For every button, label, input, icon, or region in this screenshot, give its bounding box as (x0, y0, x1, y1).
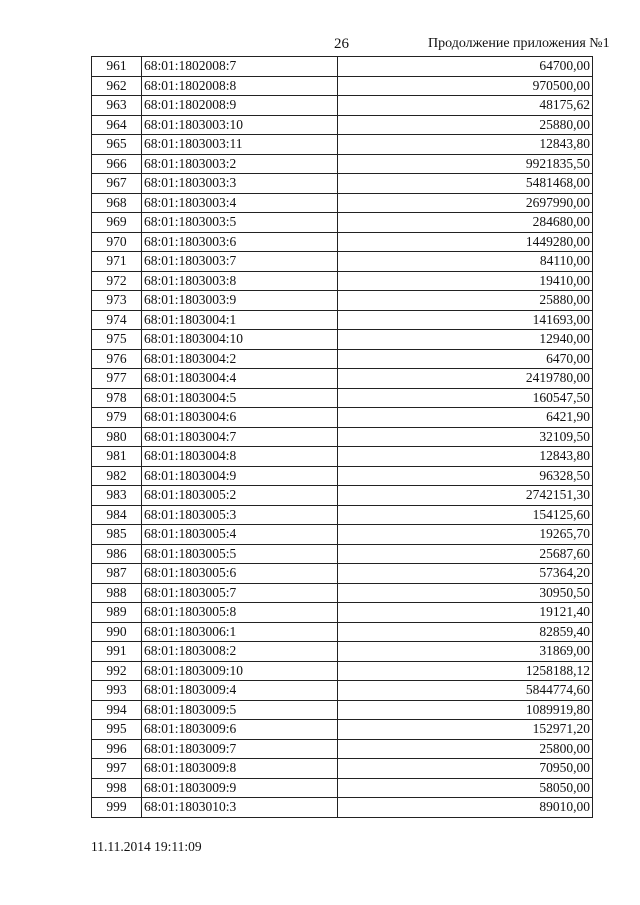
amount-cell: 6470,00 (338, 349, 593, 369)
table-row (92, 96, 593, 116)
row-number-cell: 974 (92, 310, 142, 330)
amount-cell: 5481468,00 (338, 174, 593, 194)
table-row (92, 369, 593, 389)
row-number-cell: 989 (92, 603, 142, 623)
row-number-cell: 988 (92, 583, 142, 603)
table-row (92, 271, 593, 291)
row-number-cell: 985 (92, 525, 142, 545)
amount-cell: 70950,00 (338, 759, 593, 779)
table-row (92, 408, 593, 428)
row-number-cell: 964 (92, 115, 142, 135)
table-row (92, 603, 593, 623)
table-row (92, 193, 593, 213)
cadastral-number-cell: 68:01:1803005:7 (142, 583, 338, 603)
table-row (92, 115, 593, 135)
table-row (92, 291, 593, 311)
amount-cell: 19121,40 (338, 603, 593, 623)
table-row (92, 622, 593, 642)
amount-cell: 1258188,12 (338, 661, 593, 681)
amount-cell: 96328,50 (338, 466, 593, 486)
table-row (92, 252, 593, 272)
row-number-cell: 973 (92, 291, 142, 311)
cadastral-number-cell: 68:01:1803009:10 (142, 661, 338, 681)
cadastral-number-cell: 68:01:1803003:10 (142, 115, 338, 135)
amount-cell: 32109,50 (338, 427, 593, 447)
amount-cell: 160547,50 (338, 388, 593, 408)
table-row (92, 466, 593, 486)
cadastral-number-cell: 68:01:1803003:3 (142, 174, 338, 194)
amount-cell: 25800,00 (338, 739, 593, 759)
row-number-cell: 995 (92, 720, 142, 740)
amount-cell: 12940,00 (338, 330, 593, 350)
registry-table-body (92, 57, 593, 818)
table-row (92, 174, 593, 194)
row-number-cell: 991 (92, 642, 142, 662)
row-number-cell: 986 (92, 544, 142, 564)
table-row (92, 661, 593, 681)
amount-cell: 12843,80 (338, 135, 593, 155)
amount-cell: 57364,20 (338, 564, 593, 584)
cadastral-number-cell: 68:01:1803003:8 (142, 271, 338, 291)
amount-cell: 5844774,60 (338, 681, 593, 701)
table-row (92, 642, 593, 662)
cadastral-number-cell: 68:01:1803009:4 (142, 681, 338, 701)
print-timestamp: 11.11.2014 19:11:09 (91, 839, 202, 854)
cadastral-number-cell: 68:01:1803005:8 (142, 603, 338, 623)
row-number-cell: 961 (92, 57, 142, 77)
cadastral-number-cell: 68:01:1803005:6 (142, 564, 338, 584)
cadastral-number-cell: 68:01:1803004:9 (142, 466, 338, 486)
table-row (92, 388, 593, 408)
amount-cell: 152971,20 (338, 720, 593, 740)
cadastral-number-cell: 68:01:1803003:2 (142, 154, 338, 174)
amount-cell: 64700,00 (338, 57, 593, 77)
cadastral-number-cell: 68:01:1803003:4 (142, 193, 338, 213)
cadastral-number-cell: 68:01:1803009:7 (142, 739, 338, 759)
cadastral-number-cell: 68:01:1803009:5 (142, 700, 338, 720)
row-number-cell: 983 (92, 486, 142, 506)
table-row (92, 330, 593, 350)
row-number-cell: 997 (92, 759, 142, 779)
table-row (92, 135, 593, 155)
amount-cell: 31869,00 (338, 642, 593, 662)
amount-cell: 9921835,50 (338, 154, 593, 174)
cadastral-number-cell: 68:01:1803004:6 (142, 408, 338, 428)
row-number-cell: 996 (92, 739, 142, 759)
table-row (92, 76, 593, 96)
amount-cell: 19410,00 (338, 271, 593, 291)
page-number: 26 (334, 36, 349, 52)
row-number-cell: 994 (92, 700, 142, 720)
amount-cell: 154125,60 (338, 505, 593, 525)
amount-cell: 48175,62 (338, 96, 593, 116)
table-row (92, 798, 593, 818)
row-number-cell: 999 (92, 798, 142, 818)
amount-cell: 2419780,00 (338, 369, 593, 389)
cadastral-number-cell: 68:01:1803006:1 (142, 622, 338, 642)
table-row (92, 310, 593, 330)
row-number-cell: 976 (92, 349, 142, 369)
amount-cell: 1449280,00 (338, 232, 593, 252)
cadastral-number-cell: 68:01:1803003:7 (142, 252, 338, 272)
table-row (92, 232, 593, 252)
amount-cell: 12843,80 (338, 447, 593, 467)
row-number-cell: 992 (92, 661, 142, 681)
row-number-cell: 984 (92, 505, 142, 525)
table-row (92, 544, 593, 564)
amount-cell: 1089919,80 (338, 700, 593, 720)
table-row (92, 700, 593, 720)
row-number-cell: 982 (92, 466, 142, 486)
cadastral-number-cell: 68:01:1802008:9 (142, 96, 338, 116)
cadastral-number-cell: 68:01:1803003:6 (142, 232, 338, 252)
registry-table (91, 56, 593, 818)
table-row (92, 154, 593, 174)
row-number-cell: 978 (92, 388, 142, 408)
amount-cell: 25880,00 (338, 115, 593, 135)
cadastral-number-cell: 68:01:1803005:2 (142, 486, 338, 506)
table-row (92, 213, 593, 233)
cadastral-number-cell: 68:01:1803003:9 (142, 291, 338, 311)
row-number-cell: 971 (92, 252, 142, 272)
row-number-cell: 977 (92, 369, 142, 389)
cadastral-number-cell: 68:01:1803009:9 (142, 778, 338, 798)
row-number-cell: 968 (92, 193, 142, 213)
cadastral-number-cell: 68:01:1803004:10 (142, 330, 338, 350)
amount-cell: 58050,00 (338, 778, 593, 798)
table-row (92, 447, 593, 467)
appendix-label: Продолжение приложения №1 (428, 36, 610, 51)
table-row (92, 525, 593, 545)
table-row (92, 505, 593, 525)
cadastral-number-cell: 68:01:1803003:11 (142, 135, 338, 155)
amount-cell: 89010,00 (338, 798, 593, 818)
cadastral-number-cell: 68:01:1803004:1 (142, 310, 338, 330)
amount-cell: 6421,90 (338, 408, 593, 428)
table-row (92, 57, 593, 77)
row-number-cell: 998 (92, 778, 142, 798)
cadastral-number-cell: 68:01:1803003:5 (142, 213, 338, 233)
cadastral-number-cell: 68:01:1803005:3 (142, 505, 338, 525)
row-number-cell: 970 (92, 232, 142, 252)
cadastral-number-cell: 68:01:1803004:5 (142, 388, 338, 408)
row-number-cell: 966 (92, 154, 142, 174)
table-row (92, 486, 593, 506)
table-row (92, 583, 593, 603)
table-row (92, 427, 593, 447)
cadastral-number-cell: 68:01:1803008:2 (142, 642, 338, 662)
amount-cell: 2697990,00 (338, 193, 593, 213)
row-number-cell: 963 (92, 96, 142, 116)
amount-cell: 970500,00 (338, 76, 593, 96)
cadastral-number-cell: 68:01:1802008:8 (142, 76, 338, 96)
row-number-cell: 993 (92, 681, 142, 701)
table-row (92, 720, 593, 740)
row-number-cell: 980 (92, 427, 142, 447)
table-row (92, 349, 593, 369)
cadastral-number-cell: 68:01:1803009:6 (142, 720, 338, 740)
amount-cell: 30950,50 (338, 583, 593, 603)
cadastral-number-cell: 68:01:1803004:4 (142, 369, 338, 389)
amount-cell: 284680,00 (338, 213, 593, 233)
amount-cell: 25687,60 (338, 544, 593, 564)
row-number-cell: 975 (92, 330, 142, 350)
cadastral-number-cell: 68:01:1803009:8 (142, 759, 338, 779)
amount-cell: 82859,40 (338, 622, 593, 642)
table-row (92, 681, 593, 701)
table-row (92, 564, 593, 584)
amount-cell: 84110,00 (338, 252, 593, 272)
amount-cell: 19265,70 (338, 525, 593, 545)
cadastral-number-cell: 68:01:1803004:8 (142, 447, 338, 467)
row-number-cell: 965 (92, 135, 142, 155)
row-number-cell: 981 (92, 447, 142, 467)
cadastral-number-cell: 68:01:1803005:5 (142, 544, 338, 564)
row-number-cell: 990 (92, 622, 142, 642)
table-row (92, 759, 593, 779)
cadastral-number-cell: 68:01:1803010:3 (142, 798, 338, 818)
amount-cell: 25880,00 (338, 291, 593, 311)
row-number-cell: 987 (92, 564, 142, 584)
table-row (92, 778, 593, 798)
cadastral-number-cell: 68:01:1803005:4 (142, 525, 338, 545)
table-row (92, 739, 593, 759)
cadastral-number-cell: 68:01:1803004:2 (142, 349, 338, 369)
row-number-cell: 969 (92, 213, 142, 233)
row-number-cell: 979 (92, 408, 142, 428)
cadastral-number-cell: 68:01:1803004:7 (142, 427, 338, 447)
cadastral-number-cell: 68:01:1802008:7 (142, 57, 338, 77)
row-number-cell: 972 (92, 271, 142, 291)
row-number-cell: 967 (92, 174, 142, 194)
row-number-cell: 962 (92, 76, 142, 96)
amount-cell: 2742151,30 (338, 486, 593, 506)
amount-cell: 141693,00 (338, 310, 593, 330)
